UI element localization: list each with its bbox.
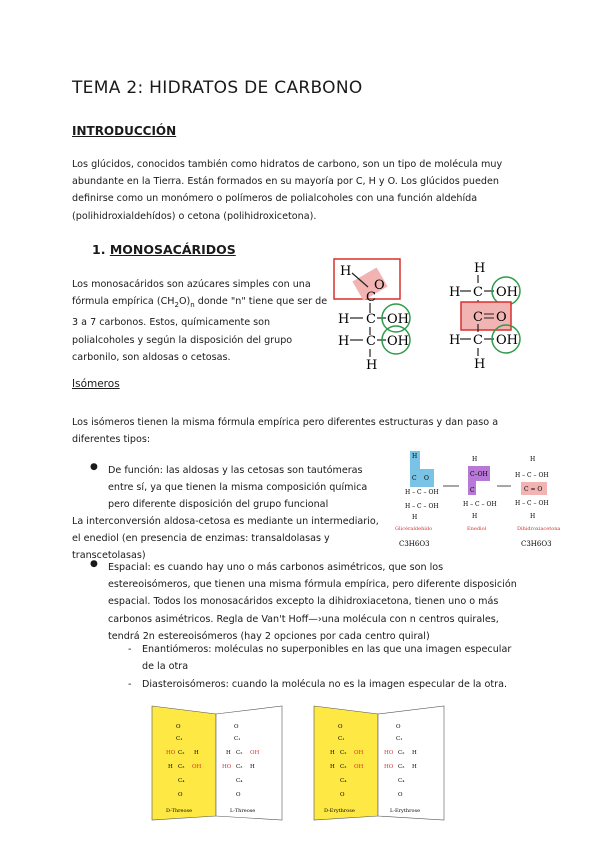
e-coh: C–OH — [470, 471, 488, 478]
de-o-bottom: O — [340, 792, 345, 798]
stereoisomer-panels — [150, 700, 460, 825]
ketose-h1: H — [449, 285, 461, 300]
label-enediol: Enediol — [467, 526, 487, 532]
g-row2: H – C – OH — [405, 503, 439, 510]
g-h1: H — [412, 453, 418, 460]
de-c1: C₁ — [338, 736, 345, 742]
sub-2: 2 — [174, 301, 179, 310]
dt-c1: C₁ — [176, 736, 183, 742]
g-row1: H – C – OH — [405, 489, 439, 496]
le-c1: C₁ — [396, 736, 403, 742]
lt-oh2: OH — [250, 750, 260, 756]
bullet-spatial: Espacial: es cuando hay uno o más carbonos asimétricos, que son los estereoisómeros, que tienen una misma fórmula empírica, pero diferente disposición espacial. Todos los monosacáridos excepto la dihidroxiacetona, tienen uno o más carbonos asimétricos. Regla de Van't Hoff—›una molécula con n centros quirales, tendrá 2n estereoisómeros (hay 2 opciones por cada centro quiral) — [108, 562, 517, 642]
lt-c1: C₁ — [234, 736, 241, 742]
k-row2: H – C – OH — [515, 500, 549, 507]
tautomer-diagram — [393, 446, 565, 554]
label-dihidroxiacetona: Dihidroxiacetona — [517, 526, 561, 532]
mono-text-a: Los monosacáridos son azúcares simples con una fórmula empírica (CH — [72, 279, 311, 308]
intro-heading: INTRODUCCIÓN — [72, 124, 177, 138]
k-row1: H – C – OH — [515, 472, 549, 479]
le-h3: H — [412, 764, 417, 770]
dt-c2: C₂ — [178, 750, 185, 756]
mono-title: MONOSACÁRIDOS — [109, 242, 236, 257]
sub-n: n — [190, 301, 195, 310]
e-c: C — [470, 487, 475, 494]
de-c3: C₃ — [340, 764, 347, 770]
lt-h2: H — [226, 750, 231, 756]
g-h-bottom: H — [412, 514, 418, 521]
g-o: O — [424, 475, 429, 482]
isomers-heading: Isómeros — [72, 378, 120, 390]
lt-c3: C₃ — [236, 764, 243, 770]
ketose-o: O — [496, 310, 507, 325]
dt-c4: C₄ — [178, 778, 185, 784]
formula-left: C3H6O3 — [399, 540, 430, 548]
dt-h3: H — [168, 764, 173, 770]
mono-heading — [92, 242, 236, 257]
e-row: H – C – OH — [463, 501, 497, 508]
ketose-h2: H — [449, 333, 461, 348]
e-h-bottom: H — [472, 513, 478, 520]
aldose-h2: H — [338, 312, 350, 327]
g-c: C — [412, 475, 417, 482]
interconversion-paragraph: La interconversión aldosa-cetosa es mediante un intermediario, el enediol (en presencia de enzimas: transaldolasas y transcetolasas) — [72, 516, 379, 562]
le-ho2: HO — [384, 750, 394, 756]
aldose-c2: C — [366, 312, 376, 327]
ketose-c1: C — [473, 285, 483, 300]
label-gliceraldehido: Glicéraldehído — [395, 526, 433, 532]
mono-number: 1. — [92, 242, 106, 257]
bullet-dot-2: ● — [90, 559, 98, 569]
erythrose-pair — [314, 706, 444, 820]
enantiomers-item: Enantiómeros: moléculas no superponibles en las que una imagen especular de la otra — [142, 644, 512, 673]
mono-paragraph — [72, 276, 330, 366]
intro-paragraph: Los glúcidos, conocidos también como hidratos de carbono, son un tipo de molécula muy abundante en la Tierra. Están formados en su mayoría por C, H y O. Los glúcidos pueden definirse como un monómero o polímeros de polialcoholes con una función aldehída (polihidroxialdehídos) o cetona (polihidroxicetona). — [72, 159, 503, 222]
ketose-h-top: H — [474, 261, 486, 276]
le-c2: C₂ — [398, 750, 405, 756]
name-d-threose: D-Threose — [166, 808, 193, 814]
le-o: O — [396, 724, 401, 730]
e-h: H — [472, 456, 478, 463]
ketose-h-bottom: H — [474, 357, 486, 372]
lt-o-bottom: O — [236, 792, 241, 798]
le-c3: C₃ — [398, 764, 405, 770]
mono-text-b: donde "n" tiene que ser de 3 a 7 carbonos. Estos, químicamente son polialcoholes y según la disposición del grupo carbonilo, son aldosas o cetosas. — [72, 296, 328, 363]
name-l-threose: L-Threose — [230, 808, 256, 814]
dash-2: - — [128, 679, 132, 690]
threose-pair — [152, 706, 282, 820]
aldose-structure — [330, 255, 430, 375]
de-o: O — [338, 724, 343, 730]
de-oh2: OH — [354, 750, 364, 756]
ketose-c2: C — [473, 310, 483, 325]
ketose-c3: C — [473, 333, 483, 348]
dash-1: - — [128, 644, 132, 655]
dt-o: O — [176, 724, 181, 730]
le-ho3: HO — [384, 764, 394, 770]
page-title: TEMA 2: HIDRATOS DE CARBONO — [72, 78, 363, 98]
dt-oh3: OH — [192, 764, 202, 770]
bullet-function: De función: las aldosas y las cetosas son tautómeras entre sí, ya que tienen la misma composición química pero diferente disposición del grupo funcional — [108, 465, 368, 511]
lt-ho3: HO — [222, 764, 232, 770]
dt-h2: H — [194, 750, 199, 756]
dt-ho: HO — [166, 750, 176, 756]
lt-c4: C₄ — [236, 778, 243, 784]
name-l-erythrose: L-Erythrose — [390, 808, 421, 814]
aldose-h1: H — [340, 264, 352, 279]
ketose-structure — [445, 258, 545, 378]
le-h2: H — [412, 750, 417, 756]
lt-h3: H — [250, 764, 255, 770]
k-co: C = O — [524, 486, 543, 493]
aldose-c3: C — [366, 334, 376, 349]
aldose-h3: H — [338, 334, 350, 349]
dt-o-bottom: O — [178, 792, 183, 798]
bullet-dot: ● — [90, 462, 98, 472]
diastereomers-item: Diasteroisómeros: cuando la molécula no es la imagen especular de la otra. — [142, 679, 507, 690]
le-o-bottom: O — [398, 792, 403, 798]
de-c2: C₂ — [340, 750, 347, 756]
aldose-oh1: OH — [387, 312, 409, 327]
formula-right: C3H6O3 — [521, 540, 552, 548]
ketose-oh2: OH — [496, 333, 518, 348]
ketose-oh1: OH — [496, 285, 518, 300]
de-c4: C₄ — [340, 778, 347, 784]
mono-text-o: O) — [178, 296, 191, 308]
de-oh3: OH — [354, 764, 364, 770]
k-h: H — [530, 456, 536, 463]
k-h-bottom: H — [530, 513, 536, 520]
de-h3: H — [330, 764, 335, 770]
lt-c2: C₂ — [236, 750, 243, 756]
aldose-o: O — [374, 278, 385, 293]
le-c4: C₄ — [398, 778, 405, 784]
aldose-oh2: OH — [387, 334, 409, 349]
dt-c3: C₃ — [178, 764, 185, 770]
aldose-c1: C — [366, 290, 376, 305]
name-d-erythrose: D-Erythrose — [324, 808, 355, 814]
aldose-h4: H — [366, 358, 378, 373]
lt-o: O — [234, 724, 239, 730]
de-h2: H — [330, 750, 335, 756]
isomers-paragraph: Los isómeros tienen la misma fórmula empírica pero diferentes estructuras y dan paso a diferentes tipos: — [72, 417, 499, 446]
